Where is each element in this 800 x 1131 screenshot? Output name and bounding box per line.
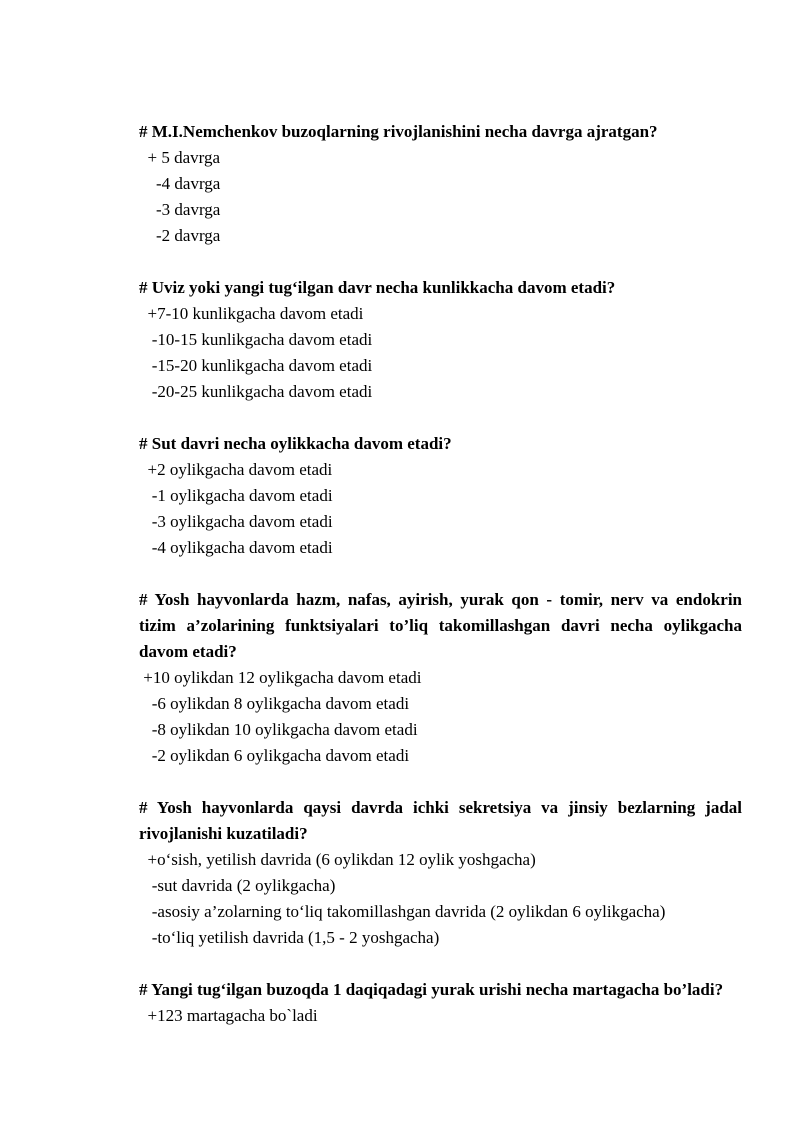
question-text: # M.I.Nemchenkov buzoqlarning rivojlanishini necha davrga ajratgan? [139, 122, 658, 141]
question-block [139, 977, 742, 1029]
answer-option: -15-20 kunlikgacha davom etadi [139, 356, 373, 375]
answer-option: -10-15 kunlikgacha davom etadi [139, 330, 373, 349]
question-text: # Yosh hayvonlarda qaysi davrda ichki sekretsiya va jinsiy bezlarning jadal rivojlanishi kuzatiladi? [139, 798, 742, 843]
question-text: # Yosh hayvonlarda hazm, nafas, ayirish, yurak qon - tomir, nerv va endokrin tizim a’zolarining funktsiyalari to’liq takomillashgan davri necha oylikgacha davom etadi? [139, 590, 742, 661]
answer-option: -4 davrga [139, 174, 221, 193]
answer-option: -1 oylikgacha davom etadi [139, 486, 333, 505]
question-text: # Yangi tug‘ilgan buzoqda 1 daqiqadagi yurak urishi necha martagacha bo’ladi? [139, 980, 724, 999]
answer-option: + 5 davrga [139, 148, 221, 167]
answer-option: -8 oylikdan 10 oylikgacha davom etadi [139, 720, 418, 739]
answer-option: +123 martagacha bo`ladi [139, 1006, 318, 1025]
question-text: # Sut davri necha oylikkacha davom etadi? [139, 434, 452, 453]
answer-option: -4 oylikgacha davom etadi [139, 538, 333, 557]
answer-option: -asosiy a’zolarning to‘liq takomillashgan davrida (2 oylikdan 6 oylikgacha) [139, 902, 666, 921]
answer-option: +o‘sish, yetilish davrida (6 oylikdan 12 oylik yoshgacha) [139, 850, 536, 869]
question-block [139, 795, 742, 951]
answer-option: -2 davrga [139, 226, 221, 245]
answer-option: -6 oylikdan 8 oylikgacha davom etadi [139, 694, 410, 713]
question-block [139, 431, 742, 561]
answer-option: +7-10 kunlikgacha davom etadi [139, 304, 364, 323]
answer-option: -sut davrida (2 oylikgacha) [139, 876, 336, 895]
question-block [139, 119, 742, 249]
answer-option: -3 oylikgacha davom etadi [139, 512, 333, 531]
question-block [139, 587, 742, 769]
question-text: # Uviz yoki yangi tug‘ilgan davr necha kunlikkacha davom etadi? [139, 278, 616, 297]
answer-option: -2 oylikdan 6 oylikgacha davom etadi [139, 746, 410, 765]
answer-option: -20-25 kunlikgacha davom etadi [139, 382, 373, 401]
answer-option: +10 oylikdan 12 oylikgacha davom etadi [139, 668, 422, 687]
answer-option: -to‘liq yetilish davrida (1,5 - 2 yoshgacha) [139, 928, 440, 947]
answer-option: +2 oylikgacha davom etadi [139, 460, 333, 479]
question-block [139, 275, 742, 405]
answer-option: -3 davrga [139, 200, 221, 219]
document-page [139, 119, 742, 1055]
